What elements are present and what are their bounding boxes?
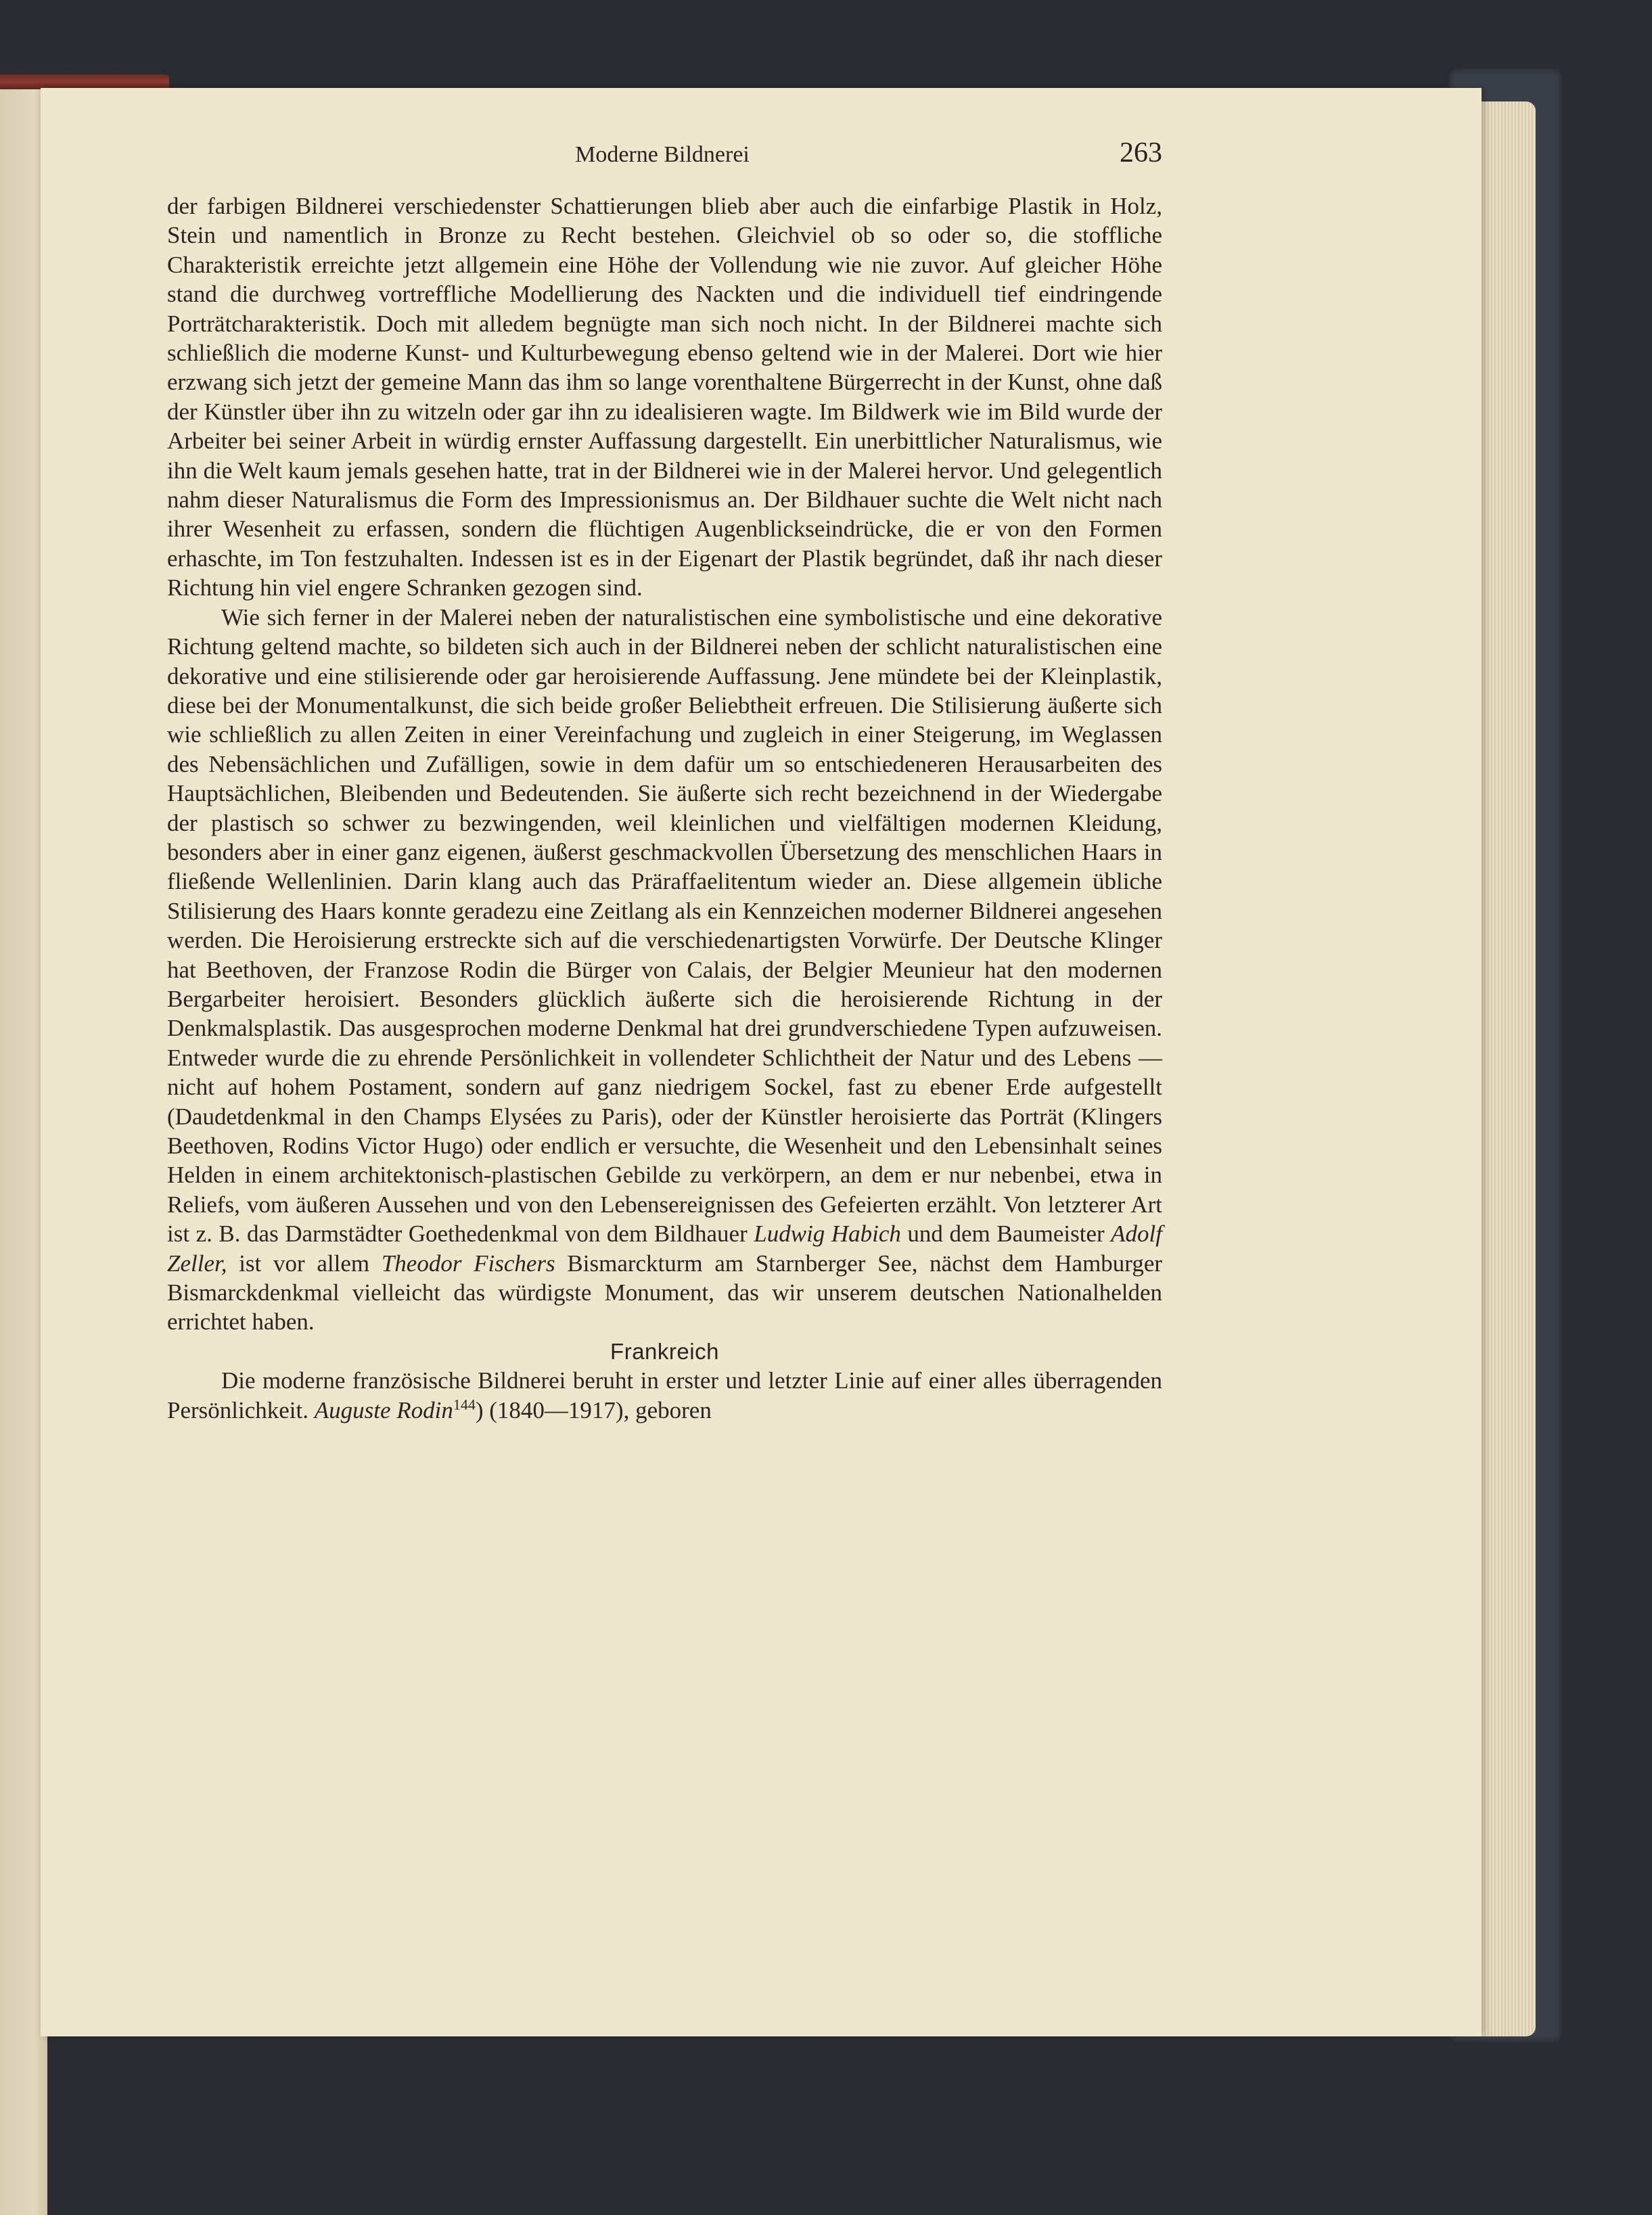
paragraph-1: der farbigen Bildnerei verschiedenster Schattierungen blieb aber auch die einfarbige Plastik in Holz, Stein und namentlich in Bronze zu Recht bestehen. Gleichviel ob so oder so, die stoffliche Charakteristik erreichte jetzt allgemein eine Höhe der Vollendung wie nie zuvor. Auf gleicher Höhe stand die durchweg vortreffliche Modellierung des Nackten und die individuell tief eindringende Porträtcharakteristik. Doch mit alledem begnügte man sich noch nicht. In der Bildnerei machte sich schließlich die moderne Kunst- und Kulturbewegung ebenso geltend wie in der Malerei. Dort wie hier erzwang sich jetzt der gemeine Mann das ihm so lange vorenthaltene Bürgerrecht in der Kunst, ohne daß der Künstler über ihn zu witzeln oder gar ihn zu idealisieren wagte. Im Bildwerk wie im Bild wurde der Arbeiter bei seiner Arbeit in würdig ernster Auffassung dargestellt. Ein unerbittlicher Naturalismus, wie ihn die Welt kaum jemals gesehen hatte, trat in der Bildnerei wie in der Malerei hervor. Und gelegentlich nahm dieser Naturalismus die Form des Impressionismus an. Der Bildhauer suchte die Welt nicht nach ihrer Wesenheit zu erfassen, sondern die flüchtigen Augenblickseindrücke, die er von den Formen erhaschte, im Ton festzuhalten. Indessen ist es in der Eigenart der Plastik begründet, daß ihr nach dieser Richtung hin viel engere Schranken gezogen sind. [167, 193, 1162, 601]
name-zeller: Adolf Zeller, [167, 1220, 1162, 1277]
name-habich: Ludwig Habich [754, 1220, 901, 1248]
body-text [167, 191, 1162, 1425]
name-fischer: Theodor Fischers [381, 1250, 555, 1277]
paragraph-2 [167, 603, 1162, 1337]
binding-edge [0, 74, 169, 89]
paragraph-3-text-b: ) (1840—1917), geboren [475, 1396, 712, 1423]
name-rodin: Auguste Rodin [314, 1396, 453, 1423]
paragraph-2-text-a: Wie sich ferner in der Malerei neben der naturalistischen eine symbolistische und eine dekorative Richtung geltend machte, so bildeten sich auch in der Bildnerei neben der schlicht naturalistischen eine dekorative und eine stilisierende oder gar heroisierende Auffassung. Jene mündete bei der Kleinplastik, diese bei der Monumentalkunst, die sich beide großer Beliebtheit erfreuen. Die Stilisierung äußerte sich wie schließlich zu allen Zeiten in einer Vereinfachung und zugleich in einer Steigerung, im Weglassen des Nebensächlichen und Zufälligen, sowie in dem dafür um so entschiedeneren Herausarbeiten des Hauptsächlichen, Bleibenden und Bedeutenden. Sie äußerte sich recht bezeichnend in der Wiedergabe der plastisch so schwer zu bezwingenden, weil kleinlichen und vielfältigen modernen Kleidung, besonders aber in einer ganz eigenen, äußerst geschmackvollen Übersetzung des menschlichen Haars in fließende Wellenlinien. Darin klang auch das Präraffaelitentum wieder an. Diese allgemein übliche Stilisierung des Haars konnte geradezu eine Zeitlang als ein Kennzeichen moderner Bildnerei angesehen werden. Die Heroisierung erstreckte sich auf die verschiedenartigsten Vorwürfe. Der Deutsche Klinger hat Beethoven, der Franzose Rodin die Bürger von Calais, der Belgier Meunieur hat den modernen Bergarbeiter heroisiert. Besonders glücklich äußerte sich die heroisierende Richtung in der Denkmalsplastik. Das ausgesprochen moderne Denkmal hat drei grundverschiedene Typen aufzuweisen. Entweder wurde die zu ehrende Persönlichkeit in vollendeter Schlichtheit der Natur und des Lebens — nicht auf hohem Postament, sondern auf ganz niedrigem Sockel, fast zu ebener Erde aufgestellt (Daudetdenkmal in den Champs Elysées zu Paris), oder der Künstler heroisierte das Porträt (Klingers Beethoven, Rodins Victor Hugo) oder endlich er versuchte, die Wesenheit und den Lebensinhalt seines Helden in einem architektonisch-plastischen Gebilde zu verkörpern, an dem er nur nebenbei, etwa in Reliefs, vom äußeren Aussehen und von den Lebensereignissen des Gefeierten erzählt. Von letzterer Art ist z. B. das Darmstädter Goethedenkmal von dem Bildhauer [167, 603, 1162, 1248]
paragraph-2-text-b: und dem Baumeister [900, 1220, 1111, 1248]
page-number: 263 [1120, 137, 1162, 168]
paragraph-2-text-c: ist vor allem [227, 1250, 382, 1277]
paragraph-3-text-a: Die moderne französische Bildnerei beruht in erster und letzter Linie auf einer alles überragenden Persönlichkeit. [167, 1367, 1162, 1423]
page-header [162, 135, 1162, 176]
footnote-ref: 144 [453, 1396, 476, 1413]
section-heading: Frankreich [610, 1338, 719, 1364]
paragraph-2-text-d: Bismarckturm am Starnberger See, nächst dem Hamburger Bismarckdenkmal vielleicht das würdigste Monument, das wir unserem deutschen Nationalhelden errichtet haben. [167, 1250, 1163, 1335]
running-title: Moderne Bildnerei [575, 142, 750, 167]
paragraph-3 [167, 1366, 1162, 1425]
